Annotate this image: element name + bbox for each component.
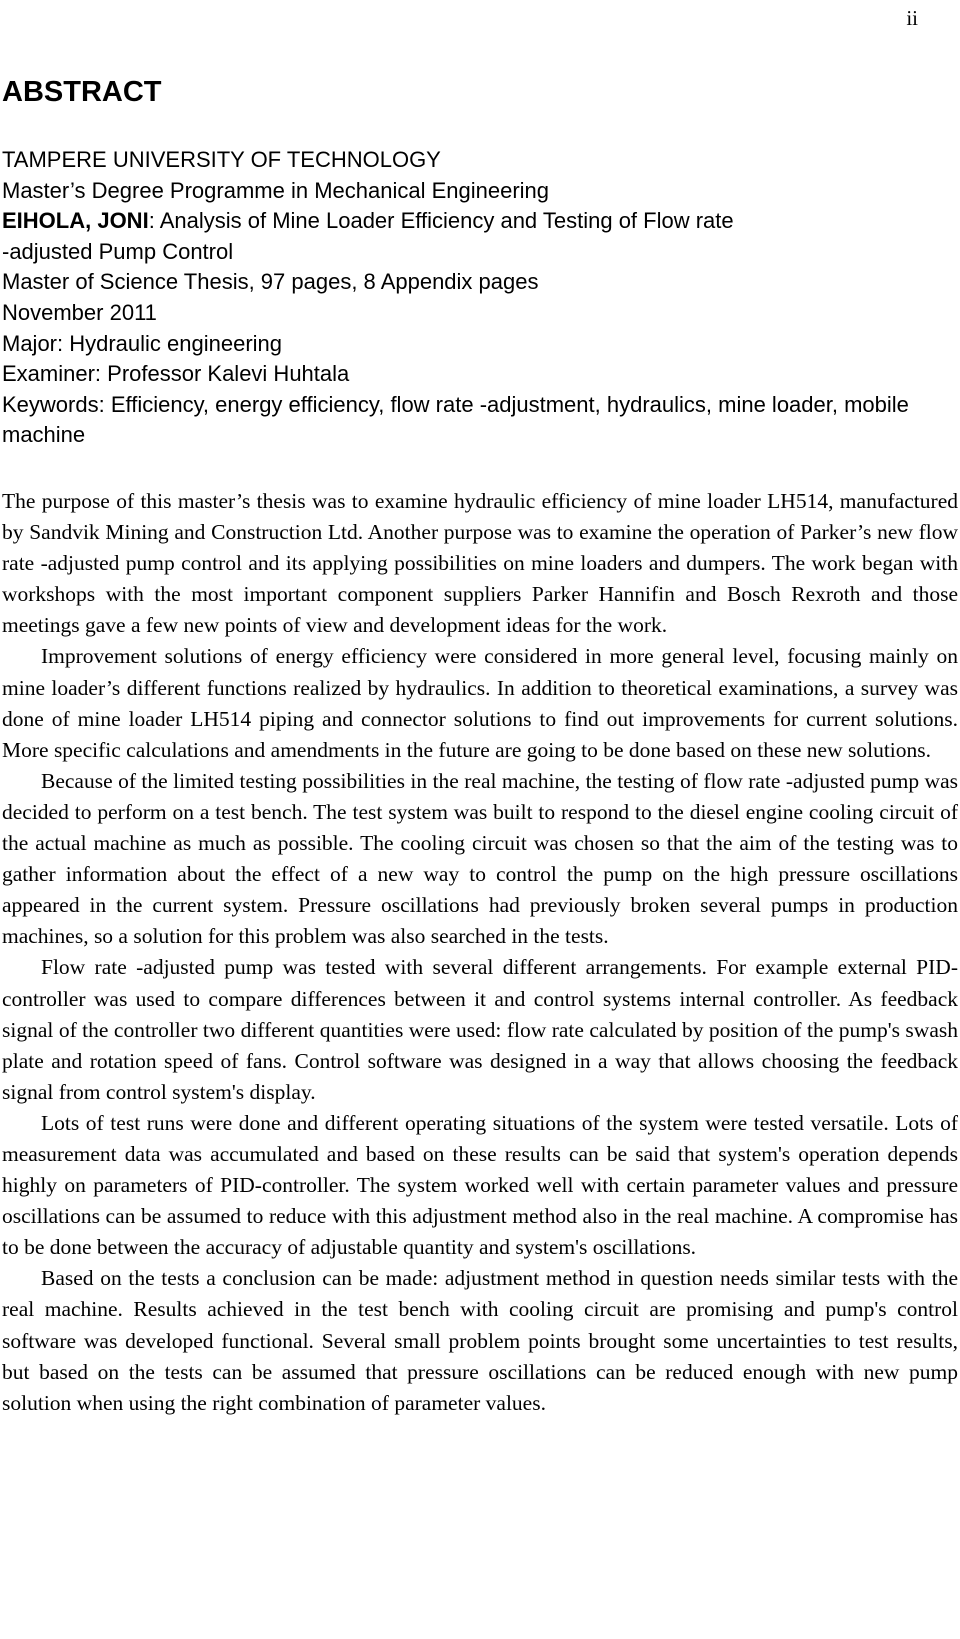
abstract-paragraph-3: Because of the limited testing possibilities in the real machine, the testing of flow rate -adjusted pump was decided to perform on a test bench. The test system was built to respond to the diesel engine cooling circuit of the actual machine as much as possible. The cooling circuit was chosen so that the aim of the testing was to gather information about the effect of a new way to control the pump on the high pressure oscillations appeared in the current system. Pressure oscillations had previously broken several pumps in production machines, so a solution for this problem was also searched in the tests. xyxy=(2,768,958,949)
abstract-paragraph-1: The purpose of this master’s thesis was to examine hydraulic efficiency of mine loader LH514, manufactured by Sandvik Mining and Construction Ltd. Another purpose was to examine the operation of Parker’s new flow rate -adjusted pump control and its applying possibilities on mine loaders and dumpers. The work began with workshops with the most important component suppliers Parker Hannifin and Bosch Rexroth and those meetings gave a few new points of view and development ideas for the work. xyxy=(2,489,958,638)
page-number: ii xyxy=(906,6,918,30)
abstract-heading: ABSTRACT xyxy=(2,76,162,108)
abstract-paragraph-5: Lots of test runs were done and different operating situations of the system were tested versatile. Lots of measurement data was accumulated and based on these results can be said that system's operation depends highly on parameters of PID-controller. The system worked well with certain parameter values and pressure oscillations can be assumed to reduce with this adjustment method also in the real machine. A compromise has to be done between the accuracy of adjustable quantity and system's oscillations. xyxy=(2,1110,958,1260)
examiner-line: Examiner: Professor Kalevi Huhtala xyxy=(2,361,350,387)
thesis-info-line: Master of Science Thesis, 97 pages, 8 Appendix pages xyxy=(2,269,539,295)
thesis-metadata xyxy=(2,145,957,451)
major-line: Major: Hydraulic engineering xyxy=(2,330,283,356)
abstract-body xyxy=(2,486,958,1419)
keywords-line: Keywords: Efficiency, energy efficiency, flow rate -adjustment, hydraulics, mine loader, mobile machine xyxy=(2,391,909,448)
abstract-paragraph-6: Based on the tests a conclusion can be made: adjustment method in question needs similar tests with the real machine. Results achieved in the test bench with cooling circuit are promising and pump's control software was developed functional. Several small problem points brought some uncertainties to test results, but based on the tests can be assumed that pressure oscillations can be reduced enough with new pump solution when using the right combination of parameter values. xyxy=(2,1266,958,1415)
thesis-title-part1: : Analysis of Mine Loader Efficiency and Testing of Flow rate xyxy=(148,208,734,234)
thesis-title-part2: -adjusted Pump Control xyxy=(2,238,234,264)
author-name: EIHOLA, JONI xyxy=(2,208,149,234)
date-line: November 2011 xyxy=(2,299,157,325)
programme-line: Master’s Degree Programme in Mechanical Engineering xyxy=(2,177,550,203)
abstract-paragraph-2: Improvement solutions of energy efficiency were considered in more general level, focusing mainly on mine loader’s different functions realized by hydraulics. In addition to theoretical examinations, a survey was done of mine loader LH514 piping and connector solutions to find out improvements for current solutions. More specific calculations and amendments in the future are going to be done based on these new solutions. xyxy=(2,644,958,762)
abstract-paragraph-4: Flow rate -adjusted pump was tested with several different arrangements. For example external PID-controller was used to compare differences between it and control systems internal controller. As feedback signal of the controller two different quantities were used: flow rate calculated by position of the pump's swash plate and rotation speed of fans. Control software was designed in a way that allows choosing the feedback signal from control system's display. xyxy=(2,955,958,1104)
university-line: TAMPERE UNIVERSITY OF TECHNOLOGY xyxy=(2,147,441,172)
author-title-line xyxy=(2,206,957,237)
